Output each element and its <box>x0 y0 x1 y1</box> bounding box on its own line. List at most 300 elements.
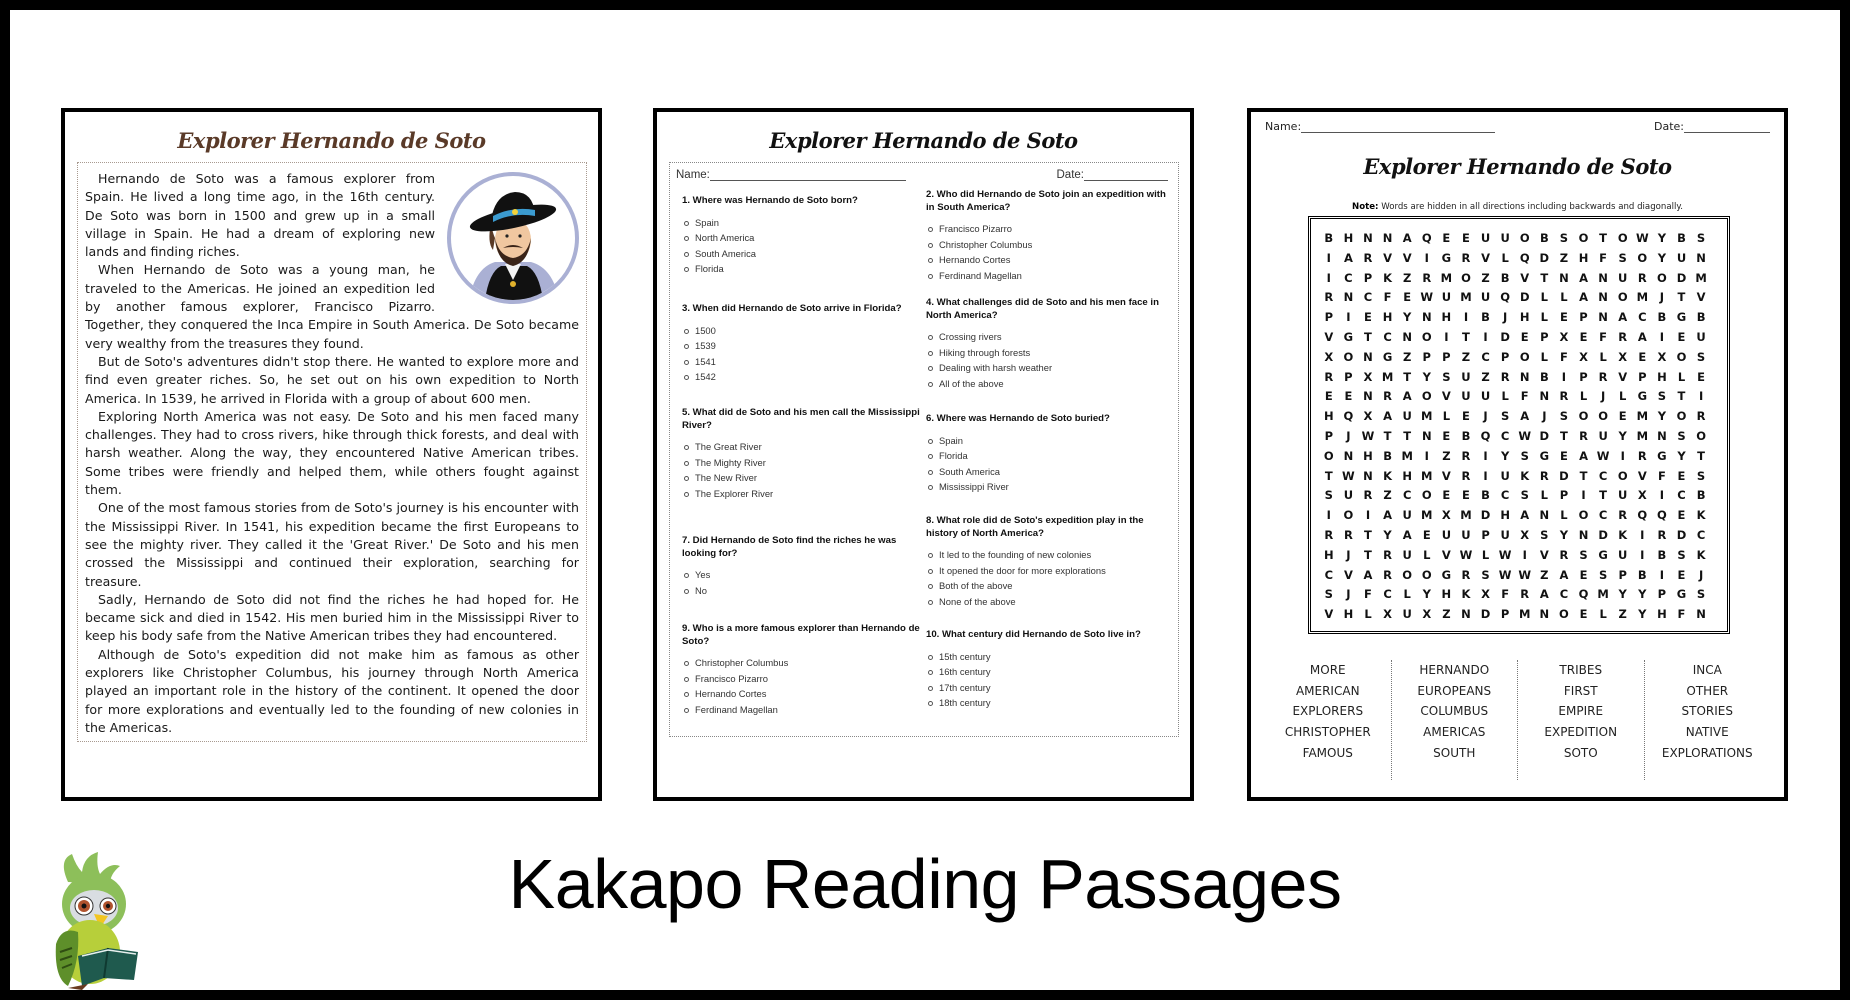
grid-letter[interactable]: E <box>1638 349 1647 364</box>
grid-letter[interactable]: U <box>1480 290 1491 305</box>
grid-letter[interactable]: P <box>1344 369 1353 384</box>
grid-letter[interactable]: Y <box>1638 607 1647 622</box>
grid-letter[interactable]: K <box>1383 270 1393 285</box>
grid-letter[interactable]: V <box>1324 329 1334 344</box>
grid-letter[interactable]: U <box>1461 527 1471 542</box>
grid-letter[interactable]: J <box>1698 567 1704 582</box>
grid-letter[interactable]: S <box>1324 488 1333 503</box>
grid-letter[interactable]: E <box>1579 329 1588 344</box>
grid-letter[interactable]: Z <box>1481 270 1490 285</box>
grid-letter[interactable]: T <box>1383 428 1392 443</box>
grid-letter[interactable]: W <box>1518 567 1532 582</box>
grid-letter[interactable]: X <box>1383 607 1393 622</box>
grid-letter[interactable]: L <box>1540 349 1548 364</box>
grid-letter[interactable]: I <box>1326 270 1331 285</box>
grid-letter[interactable]: D <box>1676 270 1687 285</box>
grid-letter[interactable]: F <box>1657 468 1666 483</box>
grid-letter[interactable]: R <box>1324 527 1334 542</box>
grid-letter[interactable]: L <box>1540 310 1548 325</box>
grid-letter[interactable]: H <box>1657 607 1667 622</box>
grid-letter[interactable]: R <box>1539 468 1549 483</box>
grid-letter[interactable]: R <box>1696 409 1706 424</box>
grid-letter[interactable]: S <box>1657 389 1667 404</box>
grid-letter[interactable]: D <box>1539 250 1550 265</box>
grid-letter[interactable]: I <box>1463 310 1469 325</box>
grid-letter[interactable]: R <box>1559 547 1569 562</box>
grid-letter[interactable]: G <box>1441 250 1452 265</box>
grid-letter[interactable]: A <box>1637 329 1647 344</box>
grid-letter[interactable]: P <box>1422 349 1431 364</box>
grid-letter[interactable]: D <box>1519 290 1530 305</box>
grid-letter[interactable]: I <box>1424 448 1429 463</box>
grid-letter[interactable]: L <box>1677 369 1686 384</box>
grid-letter[interactable]: K <box>1696 508 1706 523</box>
grid-letter[interactable]: I <box>1581 488 1586 503</box>
answer-option[interactable]: 1500 <box>682 323 922 339</box>
answer-option[interactable]: Spain <box>682 215 922 231</box>
grid-letter[interactable]: D <box>1539 428 1550 443</box>
grid-letter[interactable]: Q <box>1421 231 1432 245</box>
grid-letter[interactable]: G <box>1657 448 1667 463</box>
grid-letter[interactable]: D <box>1598 527 1608 542</box>
grid-letter[interactable]: N <box>1421 428 1432 443</box>
grid-letter[interactable]: Z <box>1540 567 1549 582</box>
grid-letter[interactable]: U <box>1598 428 1608 443</box>
grid-letter[interactable]: E <box>1442 231 1451 245</box>
grid-letter[interactable]: A <box>1402 527 1412 542</box>
grid-letter[interactable]: E <box>1462 488 1470 503</box>
grid-letter[interactable]: X <box>1363 369 1373 384</box>
grid-letter[interactable]: B <box>1481 488 1490 503</box>
answer-option[interactable]: Florida <box>682 261 922 277</box>
answer-option[interactable]: None of the above <box>926 594 1171 610</box>
grid-letter[interactable]: C <box>1500 428 1510 443</box>
grid-letter[interactable]: A <box>1383 508 1393 523</box>
grid-letter[interactable]: U <box>1618 547 1628 562</box>
grid-letter[interactable]: I <box>1640 527 1645 542</box>
grid-letter[interactable]: B <box>1696 488 1706 503</box>
grid-letter[interactable]: M <box>1460 508 1472 523</box>
grid-letter[interactable]: Q <box>1637 508 1648 523</box>
grid-letter[interactable]: F <box>1383 290 1392 305</box>
grid-letter[interactable]: N <box>1539 607 1550 622</box>
grid-letter[interactable]: Q <box>1500 290 1511 305</box>
grid-letter[interactable]: C <box>1598 468 1608 483</box>
answer-option[interactable]: Dealing with harsh weather <box>926 360 1171 376</box>
grid-letter[interactable]: P <box>1481 527 1490 542</box>
grid-letter[interactable]: U <box>1402 508 1412 523</box>
grid-letter[interactable]: O <box>1343 349 1354 364</box>
grid-letter[interactable]: S <box>1559 231 1569 245</box>
answer-option[interactable]: 1539 <box>682 338 922 354</box>
grid-letter[interactable]: R <box>1461 468 1471 483</box>
grid-letter[interactable]: Y <box>1638 587 1647 602</box>
grid-letter[interactable]: N <box>1363 468 1373 483</box>
grid-letter[interactable]: S <box>1618 250 1627 265</box>
answer-option[interactable]: It opened the door for more explorations <box>926 563 1171 579</box>
grid-letter[interactable]: T <box>1599 231 1608 245</box>
grid-letter[interactable]: N <box>1578 527 1589 542</box>
grid-letter[interactable]: Y <box>1403 310 1412 325</box>
grid-letter[interactable]: R <box>1461 567 1471 582</box>
grid-letter[interactable]: M <box>1421 508 1433 523</box>
grid-letter[interactable]: R <box>1343 527 1353 542</box>
grid-letter[interactable]: S <box>1677 428 1686 443</box>
grid-letter[interactable]: U <box>1441 527 1452 542</box>
grid-letter[interactable]: W <box>1498 547 1512 562</box>
grid-letter[interactable]: K <box>1618 527 1628 542</box>
answer-option[interactable]: Ferdinand Magellan <box>926 268 1171 284</box>
grid-letter[interactable]: C <box>1500 488 1510 503</box>
grid-letter[interactable]: L <box>1599 349 1607 364</box>
grid-letter[interactable]: B <box>1657 310 1667 325</box>
grid-letter[interactable]: T <box>1403 428 1412 443</box>
name-field[interactable] <box>676 169 906 181</box>
grid-letter[interactable]: E <box>1364 310 1372 325</box>
grid-letter[interactable]: E <box>1324 389 1333 404</box>
grid-letter[interactable]: T <box>1364 547 1372 562</box>
grid-letter[interactable]: M <box>1460 290 1472 305</box>
grid-letter[interactable]: N <box>1402 329 1412 344</box>
grid-letter[interactable]: I <box>1365 508 1371 523</box>
grid-letter[interactable]: L <box>1560 508 1568 523</box>
grid-letter[interactable]: B <box>1657 547 1667 562</box>
grid-letter[interactable]: N <box>1539 508 1550 523</box>
grid-letter[interactable]: R <box>1618 329 1628 344</box>
answer-option[interactable]: Christopher Columbus <box>926 237 1171 253</box>
answer-option[interactable]: Hernando Cortes <box>926 252 1171 268</box>
grid-letter[interactable]: Y <box>1618 587 1627 602</box>
grid-letter[interactable]: V <box>1618 369 1628 384</box>
grid-letter[interactable]: R <box>1383 547 1392 562</box>
answer-option[interactable]: No <box>682 583 922 599</box>
grid-letter[interactable]: Z <box>1442 448 1451 463</box>
grid-letter[interactable]: S <box>1579 547 1588 562</box>
grid-letter[interactable]: M <box>1421 409 1433 424</box>
grid-letter[interactable]: X <box>1657 349 1667 364</box>
grid-letter[interactable]: O <box>1323 448 1334 463</box>
grid-letter[interactable]: T <box>1364 329 1372 344</box>
grid-letter[interactable]: Y <box>1559 527 1569 542</box>
grid-letter[interactable]: X <box>1559 329 1569 344</box>
grid-letter[interactable]: A <box>1618 310 1628 325</box>
grid-letter[interactable]: V <box>1520 270 1530 285</box>
grid-letter[interactable]: R <box>1637 448 1647 463</box>
grid-letter[interactable]: L <box>1423 547 1431 562</box>
grid-letter[interactable]: H <box>1500 508 1510 523</box>
grid-letter[interactable]: E <box>1618 409 1627 424</box>
grid-letter[interactable]: L <box>1364 607 1372 622</box>
grid-letter[interactable]: O <box>1421 329 1432 344</box>
grid-letter[interactable]: G <box>1676 310 1687 325</box>
grid-letter[interactable]: D <box>1480 607 1491 622</box>
grid-letter[interactable]: V <box>1696 290 1706 305</box>
grid-letter[interactable]: Z <box>1442 607 1451 622</box>
grid-letter[interactable]: F <box>1520 389 1529 404</box>
grid-letter[interactable]: B <box>1481 310 1490 325</box>
grid-letter[interactable]: P <box>1324 428 1334 443</box>
grid-letter[interactable]: C <box>1598 508 1608 523</box>
grid-letter[interactable]: J <box>1346 587 1351 602</box>
grid-letter[interactable]: K <box>1461 587 1471 602</box>
grid-letter[interactable]: A <box>1383 409 1393 424</box>
grid-letter[interactable]: N <box>1559 270 1569 285</box>
grid-letter[interactable]: L <box>1501 389 1509 404</box>
grid-letter[interactable]: O <box>1402 567 1413 582</box>
grid-letter[interactable]: C <box>1344 270 1353 285</box>
grid-letter[interactable]: I <box>1326 250 1331 265</box>
grid-letter[interactable]: E <box>1677 508 1686 523</box>
grid-letter[interactable]: B <box>1677 231 1686 245</box>
grid-letter[interactable]: O <box>1519 349 1530 364</box>
answer-option[interactable]: The Mighty River <box>682 455 922 471</box>
grid-letter[interactable]: T <box>1697 448 1705 463</box>
grid-letter[interactable]: J <box>1346 428 1351 443</box>
grid-letter[interactable]: A <box>1363 567 1373 582</box>
grid-letter[interactable]: O <box>1343 508 1354 523</box>
grid-letter[interactable]: L <box>1619 389 1627 404</box>
grid-letter[interactable]: O <box>1617 231 1628 245</box>
grid-letter[interactable]: C <box>1402 488 1412 503</box>
grid-letter[interactable]: F <box>1364 587 1372 602</box>
grid-letter[interactable]: R <box>1579 428 1588 443</box>
grid-letter[interactable]: W <box>1635 231 1649 245</box>
grid-letter[interactable]: U <box>1500 231 1510 245</box>
grid-letter[interactable]: O <box>1598 409 1608 424</box>
grid-letter[interactable]: S <box>1696 349 1706 364</box>
grid-letter[interactable]: G <box>1382 349 1393 364</box>
grid-letter[interactable]: S <box>1520 488 1529 503</box>
grid-letter[interactable]: Q <box>1480 428 1491 443</box>
grid-letter[interactable]: L <box>1540 290 1548 305</box>
grid-letter[interactable]: I <box>1659 488 1665 503</box>
grid-letter[interactable]: T <box>1540 270 1549 285</box>
grid-letter[interactable]: O <box>1559 607 1569 622</box>
grid-letter[interactable]: A <box>1579 448 1588 463</box>
grid-letter[interactable]: O <box>1461 270 1471 285</box>
grid-letter[interactable]: R <box>1637 270 1647 285</box>
grid-letter[interactable]: X <box>1618 349 1628 364</box>
grid-letter[interactable]: O <box>1519 231 1530 245</box>
answer-option[interactable]: North America <box>682 230 922 246</box>
grid-letter[interactable]: L <box>1501 250 1509 265</box>
grid-letter[interactable]: P <box>1324 310 1334 325</box>
grid-letter[interactable]: C <box>1559 587 1569 602</box>
grid-letter[interactable]: S <box>1696 231 1706 245</box>
grid-letter[interactable]: E <box>1520 329 1529 344</box>
grid-letter[interactable]: J <box>1346 547 1351 562</box>
grid-letter[interactable]: N <box>1343 448 1354 463</box>
grid-letter[interactable]: S <box>1696 587 1706 602</box>
grid-letter[interactable]: S <box>1324 587 1333 602</box>
grid-letter[interactable]: N <box>1382 231 1393 245</box>
grid-letter[interactable]: N <box>1421 310 1432 325</box>
grid-letter[interactable]: Q <box>1657 508 1667 523</box>
answer-option[interactable]: South America <box>926 464 1171 480</box>
grid-letter[interactable]: F <box>1559 349 1568 364</box>
answer-option[interactable]: South America <box>682 246 922 262</box>
grid-letter[interactable]: P <box>1540 329 1549 344</box>
grid-letter[interactable]: E <box>1677 567 1686 582</box>
grid-letter[interactable]: H <box>1441 310 1452 325</box>
grid-letter[interactable]: P <box>1363 270 1373 285</box>
answer-option[interactable]: Hernando Cortes <box>682 686 922 702</box>
grid-letter[interactable]: F <box>1599 250 1608 265</box>
grid-letter[interactable]: E <box>1677 329 1686 344</box>
grid-letter[interactable]: T <box>1364 527 1372 542</box>
grid-letter[interactable]: A <box>1402 389 1412 404</box>
grid-letter[interactable]: U <box>1441 290 1452 305</box>
grid-letter[interactable]: W <box>1498 567 1512 582</box>
grid-letter[interactable]: Z <box>1559 250 1569 265</box>
grid-letter[interactable]: Y <box>1618 428 1627 443</box>
grid-letter[interactable]: O <box>1421 488 1432 503</box>
grid-letter[interactable]: R <box>1461 448 1471 463</box>
grid-letter[interactable]: L <box>1403 587 1411 602</box>
grid-letter[interactable]: J <box>1483 409 1488 424</box>
grid-letter[interactable]: G <box>1441 567 1452 582</box>
grid-letter[interactable]: H <box>1323 547 1334 562</box>
grid-letter[interactable]: R <box>1363 250 1373 265</box>
grid-letter[interactable]: Z <box>1461 349 1471 364</box>
answer-option[interactable]: Hiking through forests <box>926 345 1171 361</box>
answer-option[interactable]: 18th century <box>926 695 1171 711</box>
grid-letter[interactable]: A <box>1579 290 1588 305</box>
grid-letter[interactable]: D <box>1559 468 1569 483</box>
grid-letter[interactable]: C <box>1383 587 1392 602</box>
grid-letter[interactable]: E <box>1579 607 1588 622</box>
grid-letter[interactable]: V <box>1402 250 1412 265</box>
grid-letter[interactable]: S <box>1598 567 1608 582</box>
grid-letter[interactable]: M <box>1597 587 1609 602</box>
grid-letter[interactable]: U <box>1480 231 1491 245</box>
grid-letter[interactable]: M <box>1421 468 1433 483</box>
grid-letter[interactable]: C <box>1383 329 1392 344</box>
grid-letter[interactable]: K <box>1696 547 1706 562</box>
grid-letter[interactable]: O <box>1421 567 1432 582</box>
grid-letter[interactable]: E <box>1422 527 1431 542</box>
answer-option[interactable]: Florida <box>926 448 1171 464</box>
grid-letter[interactable]: R <box>1383 567 1392 582</box>
answer-option[interactable]: 1541 <box>682 354 922 370</box>
grid-letter[interactable]: O <box>1617 290 1628 305</box>
grid-letter[interactable]: Q <box>1578 587 1589 602</box>
grid-letter[interactable]: V <box>1481 250 1490 265</box>
grid-letter[interactable]: A <box>1402 231 1412 245</box>
grid-letter[interactable]: T <box>1677 290 1686 305</box>
grid-letter[interactable]: Y <box>1422 369 1431 384</box>
answer-option[interactable]: Spain <box>926 433 1171 449</box>
grid-letter[interactable]: I <box>1561 369 1567 384</box>
answer-option[interactable]: All of the above <box>926 376 1171 392</box>
grid-letter[interactable]: U <box>1500 468 1510 483</box>
grid-letter[interactable]: B <box>1383 448 1392 463</box>
answer-option[interactable]: Crossing rivers <box>926 329 1171 345</box>
grid-letter[interactable]: U <box>1343 488 1354 503</box>
answer-option[interactable]: 16th century <box>926 664 1171 680</box>
grid-letter[interactable]: P <box>1442 349 1451 364</box>
grid-letter[interactable]: D <box>1500 329 1510 344</box>
grid-letter[interactable]: A <box>1520 409 1530 424</box>
grid-letter[interactable]: D <box>1676 527 1687 542</box>
grid-letter[interactable]: L <box>1481 547 1490 562</box>
grid-letter[interactable]: V <box>1383 250 1393 265</box>
grid-letter[interactable]: B <box>1461 428 1471 443</box>
grid-letter[interactable]: X <box>1324 349 1334 364</box>
grid-letter[interactable]: A <box>1539 587 1549 602</box>
grid-letter[interactable]: R <box>1324 369 1334 384</box>
grid-letter[interactable]: M <box>1401 448 1413 463</box>
grid-letter[interactable]: M <box>1381 369 1394 384</box>
grid-letter[interactable]: L <box>1540 488 1548 503</box>
grid-letter[interactable]: X <box>1481 587 1490 602</box>
grid-letter[interactable]: S <box>1481 567 1490 582</box>
grid-letter[interactable]: I <box>1424 250 1429 265</box>
grid-letter[interactable]: N <box>1696 607 1706 622</box>
grid-letter[interactable]: B <box>1324 231 1334 245</box>
grid-letter[interactable]: I <box>1444 329 1449 344</box>
grid-letter[interactable]: S <box>1520 448 1529 463</box>
grid-letter[interactable]: R <box>1559 389 1569 404</box>
grid-letter[interactable]: J <box>1542 409 1547 424</box>
grid-letter[interactable]: X <box>1579 349 1588 364</box>
answer-option[interactable]: The Great River <box>682 439 922 455</box>
grid-letter[interactable]: S <box>1559 409 1569 424</box>
grid-letter[interactable]: S <box>1442 369 1451 384</box>
grid-letter[interactable]: A <box>1579 270 1588 285</box>
grid-letter[interactable]: T <box>1559 428 1568 443</box>
grid-letter[interactable]: I <box>1483 468 1488 483</box>
answer-option[interactable]: Francisco Pizarro <box>682 671 922 687</box>
grid-letter[interactable]: Y <box>1657 250 1667 265</box>
grid-letter[interactable]: Z <box>1481 369 1490 384</box>
grid-letter[interactable]: I <box>1483 448 1488 463</box>
grid-letter[interactable]: P <box>1579 369 1588 384</box>
grid-letter[interactable]: H <box>1343 607 1354 622</box>
grid-letter[interactable]: X <box>1637 488 1647 503</box>
grid-letter[interactable]: V <box>1539 547 1549 562</box>
grid-letter[interactable]: O <box>1676 349 1687 364</box>
answer-option[interactable]: Christopher Columbus <box>682 655 922 671</box>
grid-letter[interactable]: S <box>1540 527 1549 542</box>
grid-letter[interactable]: U <box>1461 369 1471 384</box>
grid-letter[interactable]: O <box>1578 231 1589 245</box>
grid-letter[interactable]: I <box>1640 547 1645 562</box>
grid-letter[interactable]: V <box>1637 468 1647 483</box>
grid-letter[interactable]: N <box>1363 389 1373 404</box>
grid-letter[interactable]: Z <box>1618 607 1627 622</box>
grid-letter[interactable]: D <box>1480 508 1491 523</box>
grid-letter[interactable]: E <box>1462 231 1470 245</box>
grid-letter[interactable]: L <box>1579 389 1588 404</box>
grid-letter[interactable]: C <box>1363 290 1373 305</box>
grid-letter[interactable]: N <box>1363 231 1373 245</box>
grid-letter[interactable]: L <box>1599 607 1607 622</box>
answer-option[interactable]: The Explorer River <box>682 486 922 502</box>
grid-letter[interactable]: P <box>1657 587 1667 602</box>
grid-letter[interactable]: E <box>1579 567 1588 582</box>
grid-letter[interactable]: O <box>1657 270 1667 285</box>
grid-letter[interactable]: O <box>1578 409 1589 424</box>
answer-option[interactable]: Yes <box>682 567 922 583</box>
grid-letter[interactable]: N <box>1598 290 1608 305</box>
grid-letter[interactable]: W <box>1342 468 1355 483</box>
grid-letter[interactable]: R <box>1422 270 1432 285</box>
grid-letter[interactable]: U <box>1696 329 1706 344</box>
grid-letter[interactable]: G <box>1637 389 1648 404</box>
grid-letter[interactable]: S <box>1696 468 1706 483</box>
grid-letter[interactable]: G <box>1676 587 1687 602</box>
